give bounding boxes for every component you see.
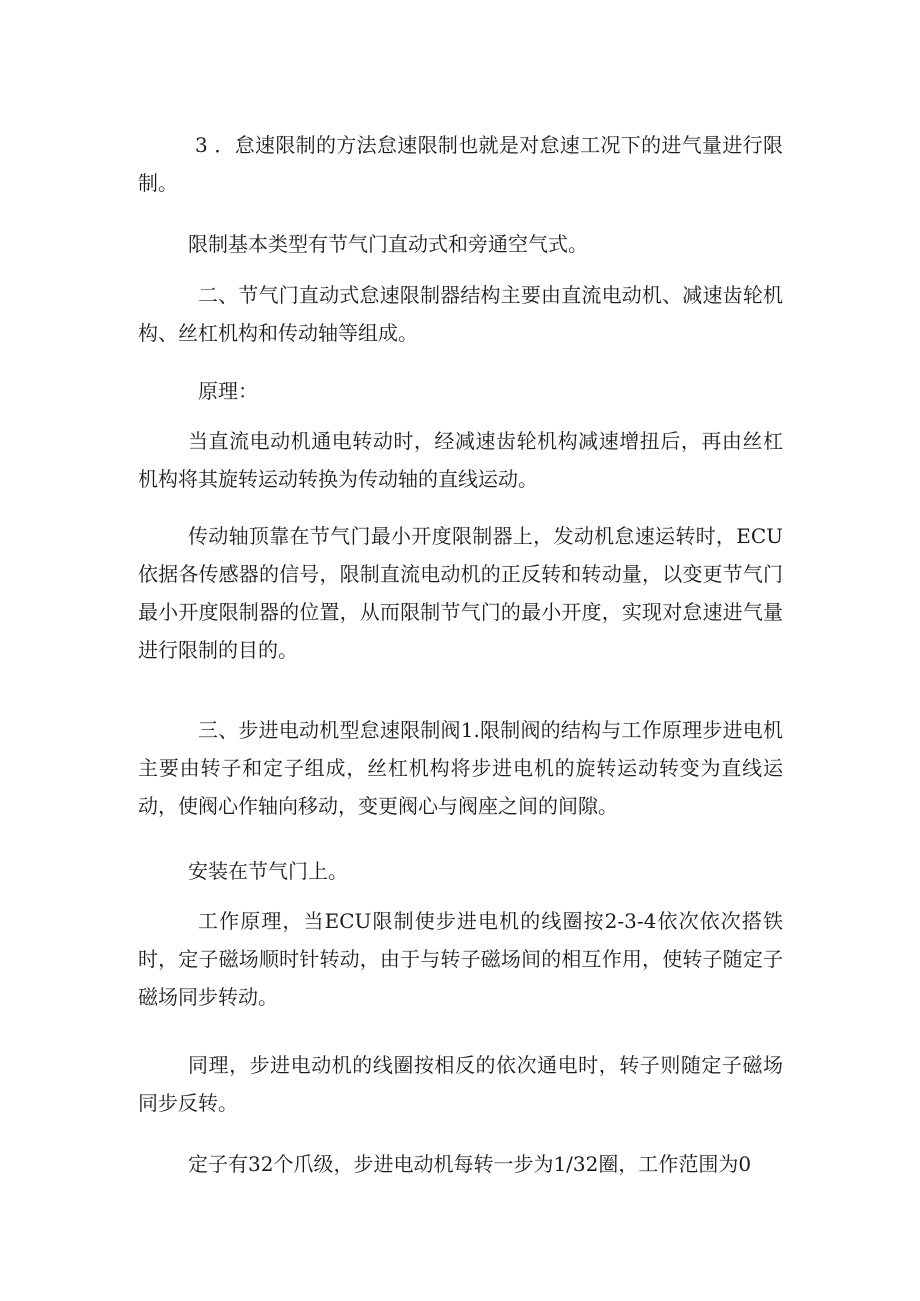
paragraph-stepper-valve: 三、步进电动机型怠速限制阀1.限制阀的结构与工作原理步进电机主要由转子和定子组成，丝杠机构将步进电机的旋转运动转变为直线运动，使阀心作轴向移动，变更阀心与阀座之间的间隙。	[138, 718, 783, 818]
paragraph-stator-claws: 定子有32个爪级，步进电动机每转一步为1/32圈，工作范围为0	[188, 1152, 752, 1176]
paragraph-drive-shaft: 传动轴顶靠在节气门最小开度限制器上，发动机怠速运转时，ECU依据各传感器的信号，限制直流电动机的正反转和转动量，以变更节气门最小开度限制器的位置，从而限制节气门的最小开度，实现对怠速进气量进行限制的目的。	[138, 524, 783, 662]
paragraph-installation: 安装在节气门上。	[188, 859, 348, 883]
paragraph-working-principle: 工作原理，当ECU限制使步进电机的线圈按2-3-4依次依次搭铁时，定子磁场顺时针转动，由于与转子磁场间的相互作用，使转子随定子磁场同步转动。	[138, 909, 783, 1009]
paragraph-reverse-rotation: 同理，步进电动机的线圈按相反的依次通电时，转子则随定子磁场同步反转。	[138, 1053, 783, 1115]
paragraph-principle-heading: 原理：	[198, 379, 258, 403]
paragraph-dc-motor-principle: 当直流电动机通电转动时，经减速齿轮机构减速增扭后，再由丝杠机构将其旋转运动转换为传动轴的直线运动。	[138, 429, 783, 491]
paragraph-basic-types: 限制基本类型有节气门直动式和旁通空气式。	[188, 232, 588, 256]
paragraph-throttle-direct-structure: 二、节气门直动式怠速限制器结构主要由直流电动机、减速齿轮机构、丝杠机构和传动轴等组成。	[138, 283, 783, 345]
paragraph-idle-limit-method: 3 ．怠速限制的方法怠速限制也就是对怠速工况下的进气量进行限制。	[138, 133, 783, 195]
